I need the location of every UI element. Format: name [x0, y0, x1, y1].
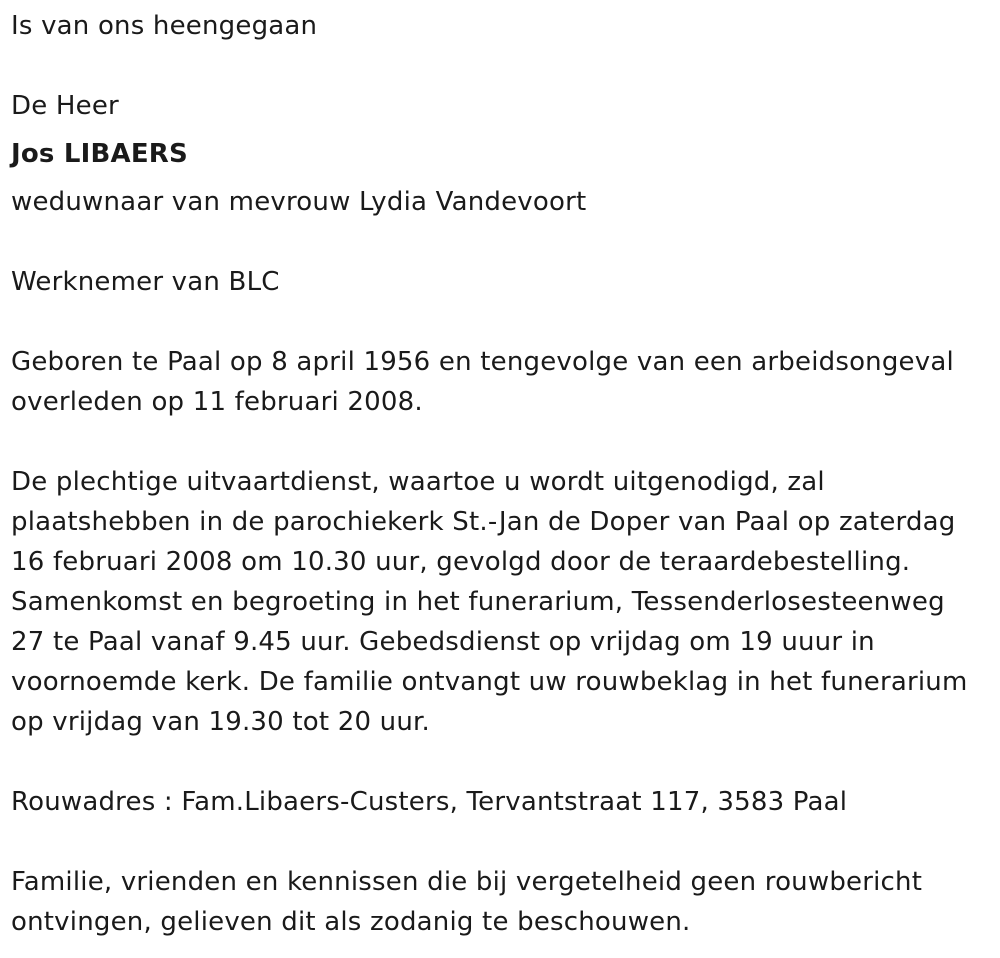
paragraph-line: overleden op 11 februari 2008. — [11, 387, 423, 417]
deceased-name: Jos LIBAERS — [11, 139, 188, 169]
spouse-line: weduwnaar van mevrouw Lydia Vandevoort — [11, 187, 587, 217]
spacer — [11, 46, 991, 86]
paragraph-line: 16 februari 2008 om 10.30 uur, gevolgd door de teraardebestelling. — [11, 547, 911, 577]
paragraph-line: op vrijdag van 19.30 tot 20 uur. — [11, 707, 430, 737]
closing-paragraph — [11, 862, 991, 942]
paragraph-line: Familie, vrienden en kennissen die bij vergetelheid geen rouwbericht — [11, 867, 923, 897]
paragraph-line: 27 te Paal vanaf 9.45 uur. Gebedsdienst op vrijdag om 19 uuur in — [11, 627, 875, 657]
birth-death-paragraph — [11, 342, 991, 422]
paragraph-line: ontvingen, gelieven dit als zodanig te beschouwen. — [11, 907, 691, 937]
spacer — [11, 822, 991, 862]
spacer — [11, 174, 991, 182]
paragraph-line: Samenkomst en begroeting in het funerarium, Tessenderlosesteenweg — [11, 587, 945, 617]
spacer — [11, 126, 991, 134]
obituary-document — [11, 6, 991, 942]
spacer — [11, 422, 991, 462]
service-paragraph — [11, 462, 991, 742]
spacer — [11, 222, 991, 262]
salutation: De Heer — [11, 91, 119, 121]
spacer — [11, 742, 991, 782]
mourning-address: Rouwadres : Fam.Libaers-Custers, Tervantstraat 117, 3583 Paal — [11, 787, 848, 817]
intro-line: Is van ons heengegaan — [11, 11, 318, 41]
paragraph-line: Geboren te Paal op 8 april 1956 en tengevolge van een arbeidsongeval — [11, 347, 954, 377]
paragraph-line: De plechtige uitvaartdienst, waartoe u wordt uitgenodigd, zal — [11, 467, 825, 497]
spacer — [11, 302, 991, 342]
occupation-line: Werknemer van BLC — [11, 267, 280, 297]
paragraph-line: plaatshebben in de parochiekerk St.-Jan de Doper van Paal op zaterdag — [11, 507, 956, 537]
paragraph-line: voornoemde kerk. De familie ontvangt uw rouwbeklag in het funerarium — [11, 667, 968, 697]
